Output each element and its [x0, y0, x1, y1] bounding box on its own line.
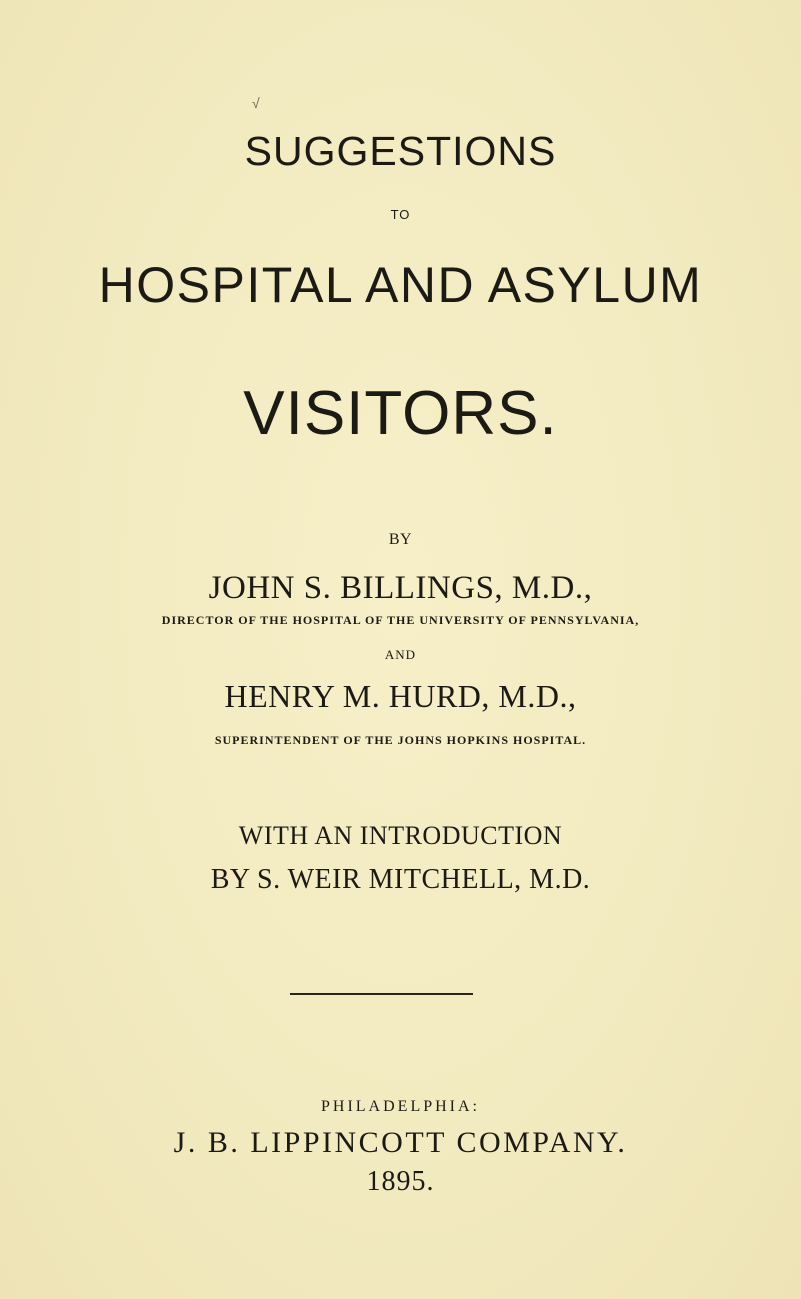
pencil-check-mark: √ — [252, 95, 260, 111]
author-role-hurd: SUPERINTENDENT OF THE JOHNS HOPKINS HOSPITAL. — [214, 733, 587, 747]
by-label: BY — [388, 531, 413, 548]
and-label: AND — [384, 647, 417, 662]
imprint-place: PHILADELPHIA: — [321, 1098, 480, 1115]
introduction-author: BY S. WEIR MITCHELL, M.D. — [210, 864, 591, 895]
author-name-billings: JOHN S. BILLINGS, M.D., — [208, 570, 593, 606]
imprint-year: 1895. — [366, 1166, 435, 1197]
author-name-hurd: HENRY M. HURD, M.D., — [224, 678, 577, 714]
title-line-suggestions: SUGGESTIONS — [244, 128, 557, 174]
imprint-publisher: J. B. LIPPINCOTT COMPANY. — [173, 1126, 628, 1159]
title-line-hospital-and-asylum: HOSPITAL AND ASYLUM — [98, 257, 703, 313]
divider-rule — [290, 993, 473, 995]
title-line-visitors: VISITORS. — [243, 379, 558, 448]
introduction-line: WITH AN INTRODUCTION — [238, 821, 563, 850]
title-line-to: TO — [390, 207, 411, 222]
author-role-billings: DIRECTOR OF THE HOSPITAL OF THE UNIVERSITY OF PENNSYLVANIA, — [161, 613, 640, 627]
